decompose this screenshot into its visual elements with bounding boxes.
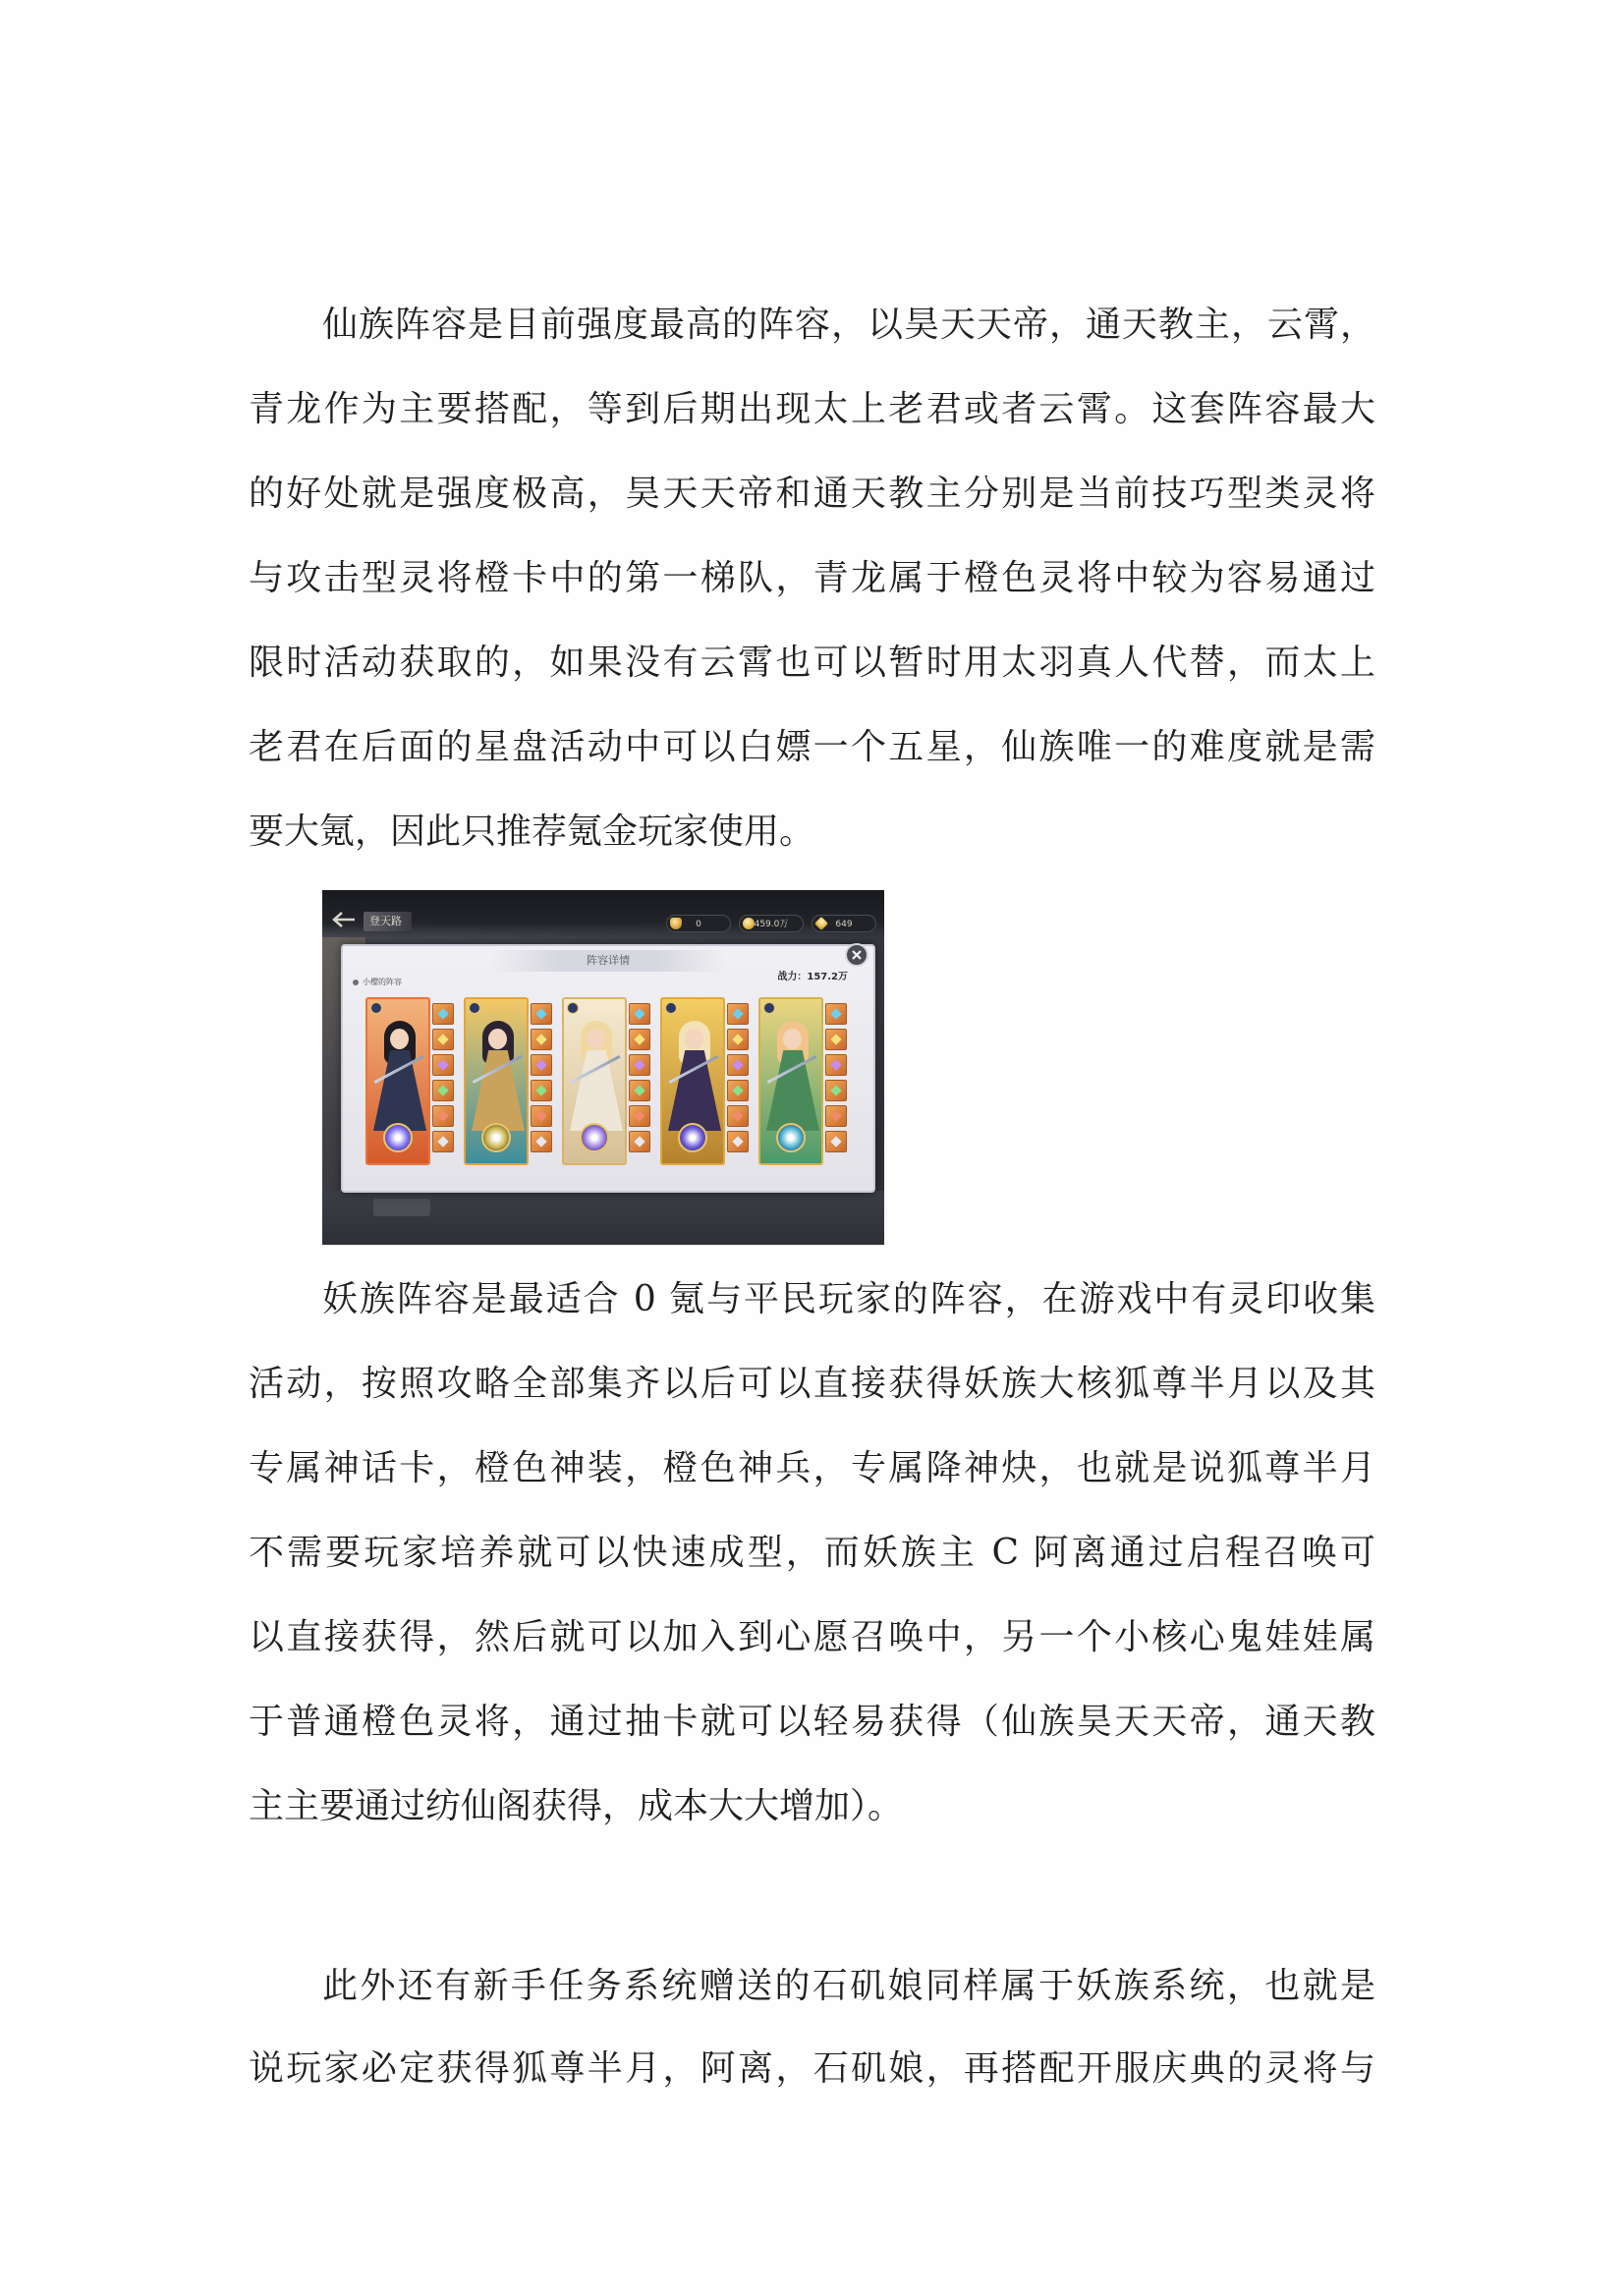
- hero-portrait-card[interactable]: [365, 997, 430, 1165]
- equipment-column: [432, 997, 454, 1165]
- hero-lineup: [365, 997, 847, 1165]
- lineup-owner-label: 小樱的阵容: [363, 978, 402, 986]
- equipment-slot-icon[interactable]: [727, 1029, 749, 1050]
- currency-value: 649: [835, 920, 853, 929]
- equipment-slot-icon[interactable]: [727, 1003, 749, 1025]
- paragraph-xianzu-lineup: [249, 283, 1375, 874]
- hero-slot[interactable]: [660, 997, 749, 1165]
- game-screenshot: [322, 890, 884, 1245]
- equipment-slot-icon[interactable]: [629, 1054, 650, 1076]
- equipment-slot-icon[interactable]: [629, 1029, 650, 1050]
- equipment-slot-icon[interactable]: [825, 1131, 847, 1152]
- currency-pill[interactable]: [739, 915, 804, 932]
- equipment-slot-icon[interactable]: [727, 1054, 749, 1076]
- equipment-slot-icon[interactable]: [531, 1131, 552, 1152]
- hero-body: [766, 1050, 819, 1131]
- equipment-slot-icon[interactable]: [432, 1029, 454, 1050]
- faction-badge-icon: [665, 1002, 677, 1014]
- hero-body: [668, 1050, 721, 1131]
- hero-face: [685, 1029, 703, 1049]
- text-line: 要大氪，因此只推荐氪金玩家使用。: [249, 812, 815, 852]
- currency-value: 0: [696, 920, 701, 929]
- text-line: 与攻击型灵将橙卡中的第一梯队，青龙属于橙色灵将中较为容易通过: [249, 558, 1375, 598]
- equipment-slot-icon[interactable]: [432, 1003, 454, 1025]
- currency-value: 459.0万: [754, 920, 789, 929]
- hero-emblem-icon: [776, 1123, 806, 1152]
- hero-face: [587, 1029, 605, 1049]
- gold-ingot-icon: [670, 918, 682, 929]
- equipment-slot-icon[interactable]: [727, 1080, 749, 1101]
- hero-emblem-icon: [678, 1123, 707, 1152]
- paragraph-extra-info: [249, 1945, 1375, 2110]
- equipment-slot-icon[interactable]: [629, 1003, 650, 1025]
- equipment-slot-icon[interactable]: [629, 1105, 650, 1127]
- faction-badge-icon: [469, 1002, 480, 1014]
- equipment-slot-icon[interactable]: [432, 1105, 454, 1127]
- hero-slot[interactable]: [758, 997, 847, 1165]
- equipment-slot-icon[interactable]: [531, 1105, 552, 1127]
- hero-portrait-card[interactable]: [758, 997, 823, 1165]
- text-line: 此外还有新手任务系统赠送的石矶娘同样属于妖族系统，也就是: [322, 1966, 1375, 2006]
- text-line: 妖族阵容是最适合 0 氪与平民玩家的阵容，在游戏中有灵印收集: [322, 1279, 1375, 1319]
- hero-emblem-icon: [383, 1123, 413, 1152]
- equipment-slot-icon[interactable]: [825, 1029, 847, 1050]
- combat-power: 战力：157.2万: [777, 972, 848, 982]
- close-icon[interactable]: [845, 943, 868, 967]
- equipment-column: [629, 997, 650, 1165]
- hero-slot[interactable]: [562, 997, 650, 1165]
- equipment-slot-icon[interactable]: [825, 1080, 847, 1101]
- paragraph-yaozu-lineup: [249, 1258, 1375, 1849]
- background-button: [373, 1199, 430, 1216]
- lineup-detail-dialog: [341, 944, 875, 1193]
- hero-emblem-icon: [481, 1123, 511, 1152]
- gem-icon: [814, 917, 828, 930]
- equipment-slot-icon[interactable]: [432, 1131, 454, 1152]
- hero-slot[interactable]: [365, 997, 454, 1165]
- faction-badge-icon: [763, 1002, 775, 1014]
- hero-body: [373, 1050, 426, 1131]
- equipment-slot-icon[interactable]: [432, 1080, 454, 1101]
- dialog-header: [490, 950, 726, 972]
- text-line: 主主要通过纺仙阁获得，成本大大增加）。: [249, 1786, 904, 1826]
- text-line: 专属神话卡，橙色神装，橙色神兵，专属降神炔，也就是说狐尊半月: [249, 1448, 1375, 1488]
- equipment-slot-icon[interactable]: [727, 1105, 749, 1127]
- equipment-slot-icon[interactable]: [629, 1131, 650, 1152]
- equipment-slot-icon[interactable]: [727, 1131, 749, 1152]
- equipment-slot-icon[interactable]: [531, 1054, 552, 1076]
- hero-face: [488, 1029, 507, 1049]
- hero-portrait-card[interactable]: [562, 997, 627, 1165]
- hero-face: [390, 1029, 409, 1049]
- equipment-column: [825, 997, 847, 1165]
- equipment-slot-icon[interactable]: [825, 1105, 847, 1127]
- equipment-slot-icon[interactable]: [825, 1003, 847, 1025]
- text-line: 以直接获得，然后就可以加入到心愿召唤中，另一个小核心鬼娃娃属: [249, 1617, 1375, 1657]
- faction-badge-icon: [370, 1002, 382, 1014]
- text-line: 于普通橙色灵将，通过抽卡就可以轻易获得（仙族昊天天帝，通天教: [249, 1702, 1375, 1742]
- hero-portrait-card[interactable]: [660, 997, 725, 1165]
- hero-body: [472, 1050, 525, 1131]
- faction-badge-icon: [567, 1002, 579, 1014]
- coin-icon: [743, 918, 755, 929]
- text-line: 仙族阵容是目前强度最高的阵容，以昊天天帝，通天教主，云霄，: [322, 305, 1375, 345]
- equipment-slot-icon[interactable]: [432, 1054, 454, 1076]
- text-line: 青龙作为主要搭配，等到后期出现太上老君或者云霄。这套阵容最大: [249, 389, 1375, 429]
- equipment-slot-icon[interactable]: [531, 1003, 552, 1025]
- equipment-slot-icon[interactable]: [629, 1080, 650, 1101]
- hero-portrait-card[interactable]: [464, 997, 529, 1165]
- equipment-column: [727, 997, 749, 1165]
- equipment-slot-icon[interactable]: [531, 1029, 552, 1050]
- equipment-slot-icon[interactable]: [531, 1080, 552, 1101]
- text-line: 说玩家必定获得狐尊半月，阿离，石矶娘，再搭配开服庆典的灵将与: [249, 2048, 1375, 2089]
- currency-pill[interactable]: [666, 915, 731, 932]
- screen-title: 登天路: [364, 912, 412, 931]
- dialog-title: 阵容详情: [587, 954, 630, 967]
- hero-body: [570, 1050, 623, 1131]
- text-line: 限时活动获取的，如果没有云霄也可以暂时用太羽真人代替，而太上: [249, 643, 1375, 683]
- hero-slot[interactable]: [464, 997, 552, 1165]
- back-arrow-icon[interactable]: [330, 910, 358, 929]
- lineup-owner[interactable]: [353, 976, 402, 989]
- equipment-column: [531, 997, 552, 1165]
- text-line: 活动，按照攻略全部集齐以后可以直接获得妖族大核狐尊半月以及其: [249, 1364, 1375, 1404]
- expand-icon: [353, 980, 359, 985]
- hero-emblem-icon: [580, 1123, 609, 1152]
- equipment-slot-icon[interactable]: [825, 1054, 847, 1076]
- text-line: 的好处就是强度极高，昊天天帝和通天教主分别是当前技巧型类灵将: [249, 474, 1375, 514]
- top-bar: [322, 890, 884, 937]
- currency-pill[interactable]: [812, 915, 876, 932]
- text-line: 不需要玩家培养就可以快速成型，而妖族主 C 阿离通过启程召唤可: [249, 1533, 1375, 1573]
- hero-face: [783, 1029, 802, 1049]
- text-line: 老君在后面的星盘活动中可以白嫖一个五星，仙族唯一的难度就是需: [249, 727, 1375, 767]
